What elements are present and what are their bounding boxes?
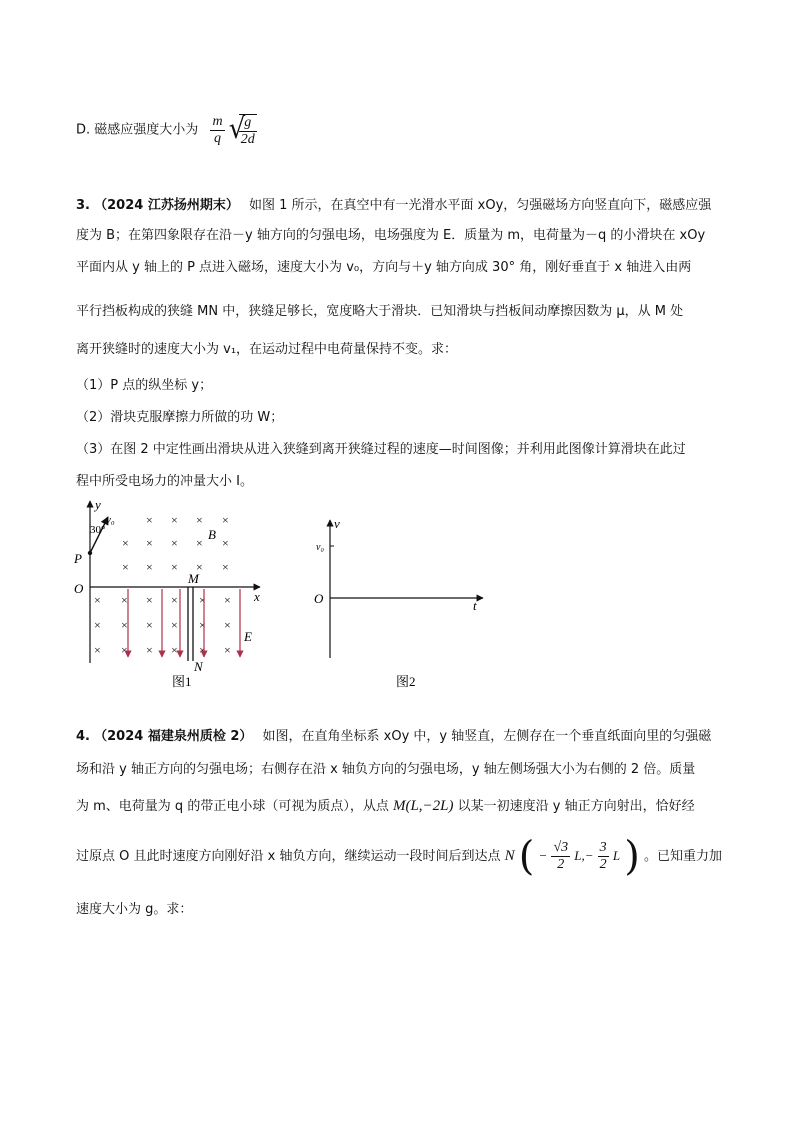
q3-number: 3. (76, 198, 90, 213)
fig1-angle-label: 30° (90, 524, 106, 536)
fig1-cross: × (146, 643, 153, 657)
fig1-cross: × (222, 513, 229, 527)
fig1-p-label: P (74, 551, 82, 566)
fig1-cross: × (122, 536, 129, 550)
fig1-cross: × (146, 593, 153, 607)
q4-n-frac-2: $\frac{3}{2}$ (599, 840, 607, 872)
option-d-sqrt: √ $\frac{g}{2d}$ (228, 112, 255, 147)
fig1-cross: × (171, 643, 178, 657)
fig1-v0-label: v₀ (106, 514, 115, 526)
fig2-t-label: t (473, 598, 477, 613)
q4-line1 (76, 727, 711, 747)
q4-line5: 速度大小为 g。求： (76, 902, 193, 917)
figure-1 (68, 495, 278, 695)
q3-source: （2024 江苏扬州期末） (94, 198, 239, 213)
fig1-n-label: N (194, 659, 203, 674)
q4-n-frac-1: $\frac{√3}{2}$ (553, 840, 569, 872)
fig2-caption: 图2 (396, 674, 416, 689)
fig2-v-label: v (334, 516, 340, 531)
q4-text-4b: 。已知重力加 (643, 849, 722, 864)
fig2-origin: O (314, 591, 324, 606)
fig1-cross: × (224, 618, 231, 632)
fig1-cross: × (224, 643, 231, 657)
fig1-cross: × (222, 560, 229, 574)
q3-sub3a: （3）在图 2 中定性画出滑块从进入狭缝到离开狭缝过程的速度—时间图像；并利用此图像计算滑块在此过 (76, 442, 686, 457)
fig1-cross: × (196, 513, 203, 527)
fig1-m-label: M (188, 571, 199, 586)
q4-line4: 过原点 O 且此时速度方向刚好沿 x 轴负方向，继续运动一段时间后到达点 N ( − $\frac{√3}{2}$ L,− $\frac{3}{2}$ L ) 。已知重力加 (76, 833, 722, 880)
fig1-cross: × (121, 618, 128, 632)
q3-sub2: （2）滑块克服摩擦力所做的功 W； (76, 410, 284, 425)
option-d (76, 112, 257, 148)
fig1-cross: × (146, 560, 153, 574)
fig1-cross: × (171, 593, 178, 607)
q4-source: （2024 福建泉州质检 2） (94, 729, 253, 744)
q4-number: 4. (76, 729, 90, 744)
q4-text-3a: 为 m、电荷量为 q 的带正电小球（可视为质点），从点 (76, 799, 389, 814)
fig1-cross: × (199, 618, 206, 632)
fig1-cross: × (146, 536, 153, 550)
fig1-cross: × (122, 560, 129, 574)
fig1-origin: O (74, 581, 84, 596)
fig1-cross: × (121, 593, 128, 607)
q3-text-1: 如图 1 所示，在真空中有一光滑水平面 xOy，匀强磁场方向竖直向下，磁感应强 (248, 198, 712, 213)
q3-line1 (76, 196, 711, 216)
figure-2 (305, 515, 495, 695)
q4-line2: 场和沿 y 轴正方向的匀强电场；右侧存在沿 x 轴负方向的匀强电场，y 轴左侧场强大小为右侧的 2 倍。质量 (76, 762, 696, 777)
fig1-cross: × (94, 618, 101, 632)
fig1-cross: × (146, 618, 153, 632)
fig1-cross: × (222, 536, 229, 550)
fig1-cross: × (171, 618, 178, 632)
q4-text-1: 如图，在直角坐标系 xOy 中，y 轴竖直，左侧存在一个垂直纸面向里的匀强磁 (262, 729, 712, 744)
q4-n-label: N (504, 848, 515, 864)
fig1-cross: × (94, 643, 101, 657)
fig1-cross: × (196, 560, 203, 574)
fig1-y-label: y (95, 497, 101, 512)
q3-sub1: （1）P 点的纵坐标 y； (76, 378, 213, 393)
fig1-cross: × (224, 593, 231, 607)
fig1-cross: × (171, 560, 178, 574)
fig1-e-label: E (244, 629, 252, 644)
fig1-cross: × (146, 513, 153, 527)
option-d-text: 磁感应强度大小为 (94, 122, 199, 138)
fig1-x-label: x (254, 589, 260, 604)
fig1-b-label: B (208, 527, 216, 542)
fig1-cross: × (171, 513, 178, 527)
fig1-cross: × (196, 536, 203, 550)
fig1-caption: 图1 (172, 674, 192, 689)
option-d-fraction: $\frac{m}{q}$ (212, 113, 223, 146)
q4-text-4a: 过原点 O 且此时速度方向刚好沿 x 轴负方向，继续运动一段时间后到达点 (76, 849, 501, 864)
fig1-cross: × (121, 643, 128, 657)
fig1-cross: × (199, 643, 206, 657)
q3-line2: 度为 B；在第四象限存在沿－y 轴方向的匀强电场，电场强度为 E．质量为 m，电荷量为－q 的小滑块在 xOy (76, 228, 706, 243)
q3-line5: 离开狭缝时的速度大小为 v₁，在运动过程中电荷量保持不变。求： (76, 342, 458, 357)
fig1-cross: × (171, 536, 178, 550)
q4-line3 (76, 796, 695, 817)
option-d-label: D. (76, 122, 91, 138)
fig2-v0-label: v₀ (316, 542, 324, 553)
q4-text-3b: 以某一初速度沿 y 轴正方向射出，恰好经 (457, 799, 695, 814)
fig1-cross: × (94, 593, 101, 607)
fig1-cross: × (199, 593, 206, 607)
q3-line3: 平面内从 y 轴上的 P 点进入磁场，速度大小为 v₀，方向与＋y 轴方向成 30° 角，刚好垂直于 x 轴进入由两 (76, 260, 692, 275)
q4-point-m: M(L,−2L) (392, 798, 454, 814)
q3-line4: 平行挡板构成的狭缝 MN 中，狭缝足够长，宽度略大于滑块．已知滑块与挡板间动摩擦因数为 μ，从 M 处 (76, 304, 684, 319)
q3-sub3b: 程中所受电场力的冲量大小 I。 (76, 474, 253, 489)
